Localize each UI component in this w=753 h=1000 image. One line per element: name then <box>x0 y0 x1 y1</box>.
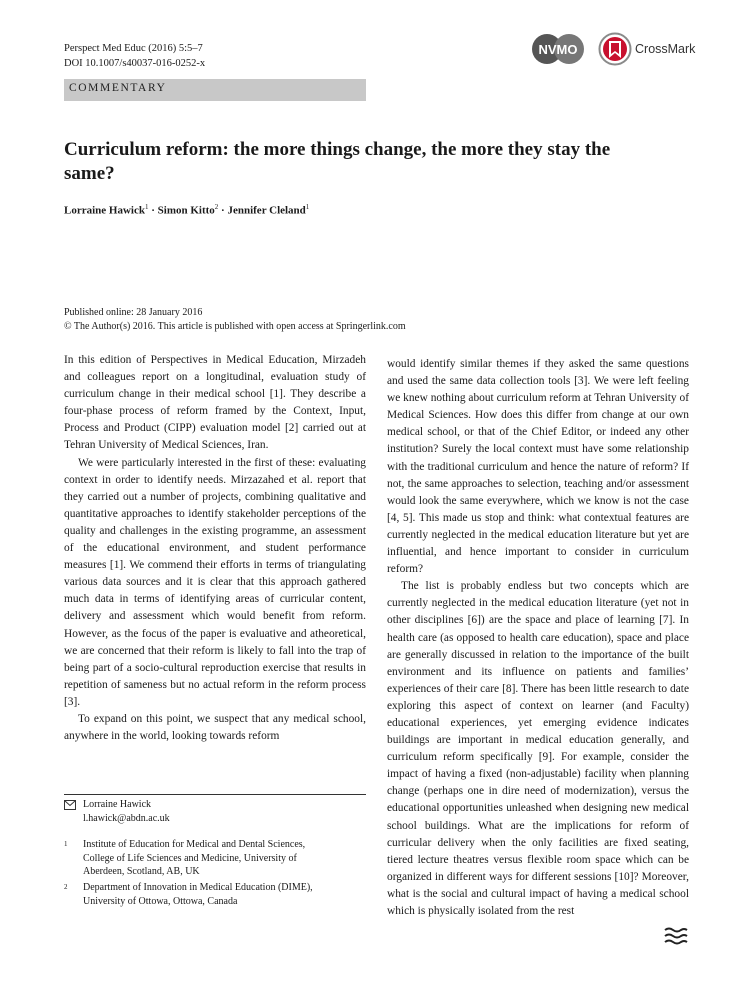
nvmo-logo <box>530 32 586 66</box>
springer-logo <box>663 926 689 946</box>
journal-doi: DOI 10.1007/s40037-016-0252-x <box>64 58 206 69</box>
author-affiliation: 2 <box>214 203 219 211</box>
correspondence-name: Lorraine Hawick <box>83 799 152 810</box>
section-banner <box>64 79 366 101</box>
author-affiliation: 1 <box>305 203 310 211</box>
affiliation-note <box>64 881 366 908</box>
body-paragraph: The list is probably endless but two concepts which are currently neglected in the medical education literature (yet not in other disciplines [6]) are the space and place of learning [7]. In health care (as opposed to health care education), space and place are generally discussed in relation to the importance of the built environment and its influence on patients and families’ experiences of their care [8]. There has been little research to date exploring this aspect of context on learner (and Faculty) educational experiences, yet emerging evidence indicates buildings are important in medical education generally, and curriculum reform specifically [9]. For example, consider the impact of having a fixed (non-adjustable) facility when planning change (perhaps one in dire need of modernization), versus the educational opportunities unleashed when designing new medical school buildings. What are the implications for reform of curricular delivery when the only facilities are fixed seating, tiered lecture theatres versus flexible room space which can be organized in different ways for different sessions [10]? Moreover, what is the social and cultural impact of having a medical school which is physically isolated from the rest <box>387 580 689 917</box>
crossmark-badge[interactable] <box>598 32 696 66</box>
author-separator: · <box>218 204 228 217</box>
crossmark-label: CrossMark <box>635 42 696 56</box>
section-label: COMMENTARY <box>69 82 167 94</box>
publication-info <box>64 306 406 334</box>
copyright-notice: © The Author(s) 2016. This article is published with open access at Springerlink.com <box>64 321 406 332</box>
header-logos <box>530 30 696 70</box>
author-name: Lorraine Hawick <box>64 204 145 217</box>
svg-text:NVMO: NVMO <box>538 42 578 57</box>
affiliation-line: Aberdeen, Scotland, AB, UK <box>83 866 200 877</box>
body-paragraph: would identify similar themes if they asked the same questions and used the same data collection tools [3]. We were left feeling we knew nothing about curriculum reform at Tehran University of Medical Sciences. How does this differ from change at our own medical school, or that of the Chief Editor, or indeed any other institution? Surely the local context must have some relationship with the traditional curriculum and hence the nature of reform? If not, the same approaches to selection, teaching and/or assessment would look the same everywhere, which we know is not the case [4, 5]. This made us stop and think: what contextual features are currently neglected in the medical education literature but yet are influential, and hence important to consider in curriculum reform? <box>387 358 689 576</box>
correspondence-note <box>64 798 366 825</box>
body-paragraph: To expand on this point, we suspect that any medical school, anywhere in the world, looking towards reform <box>64 712 366 743</box>
affiliation-line: College of Life Sciences and Medicine, University of <box>83 852 297 864</box>
affiliation-line: University of Ottowa, Ottowa, Canada <box>83 895 238 907</box>
journal-header <box>64 41 205 71</box>
affiliation-number: 1 <box>64 840 68 848</box>
footnote-rule <box>64 794 366 795</box>
author-separator: · <box>148 204 158 217</box>
affiliation-line: Department of Innovation in Medical Education (DIME), <box>83 882 313 893</box>
affiliation-note <box>64 838 366 879</box>
author-affiliation: 1 <box>144 203 149 211</box>
author-list <box>64 203 309 217</box>
affiliation-number: 2 <box>64 883 68 891</box>
journal-citation: Perspect Med Educ (2016) 5:5–7 <box>64 43 203 54</box>
published-date: Published online: 28 January 2016 <box>64 307 203 318</box>
correspondence-email[interactable]: l.hawick@abdn.ac.uk <box>83 812 170 824</box>
article-title: Curriculum reform: the more things change, the more they stay the same? <box>64 139 611 184</box>
body-column-left <box>64 352 366 745</box>
affiliation-line: Institute of Education for Medical and Dental Sciences, <box>83 839 306 850</box>
envelope-icon <box>64 800 76 810</box>
crossmark-icon <box>598 32 632 66</box>
author-name: Simon Kitto <box>157 204 215 217</box>
body-column-right <box>387 356 689 920</box>
body-paragraph: We were particularly interested in the first of these: evaluating context in order to identify needs. Mirzazahed et al. report that they carried out a number of projects, combining qualitative and quantitative approaches to identify stakeholder perceptions of the quality and challenges in the existing programme, an assessment of the educational environment, and student performance measures [1]. We commend their efforts in terms of triangulating various data sources and it is clear that this approach gathered much data in terms of identifying areas of curricular content, delivery and assessment which would benefit from reform. However, as the focus of the paper is evaluative and atheoretical, we are concerned that their reform is likely to fall into the trap of being part of a socio-cultural reproduction exercise that results in repetition of sameness but no actual reform in the reform process [3]. <box>64 456 366 708</box>
author-name: Jennifer Cleland <box>227 204 306 217</box>
body-paragraph: In this edition of Perspectives in Medical Education, Mirzadeh and colleagues report on a longitudinal, evaluation study of curriculum change in their medical school [1]. They describe a four-phase process of reform framed by the Context, Input, Process and Product (CIPP) evaluation model [2] carried out at Tehran University of Medical Sciences, Iran. <box>64 354 366 452</box>
